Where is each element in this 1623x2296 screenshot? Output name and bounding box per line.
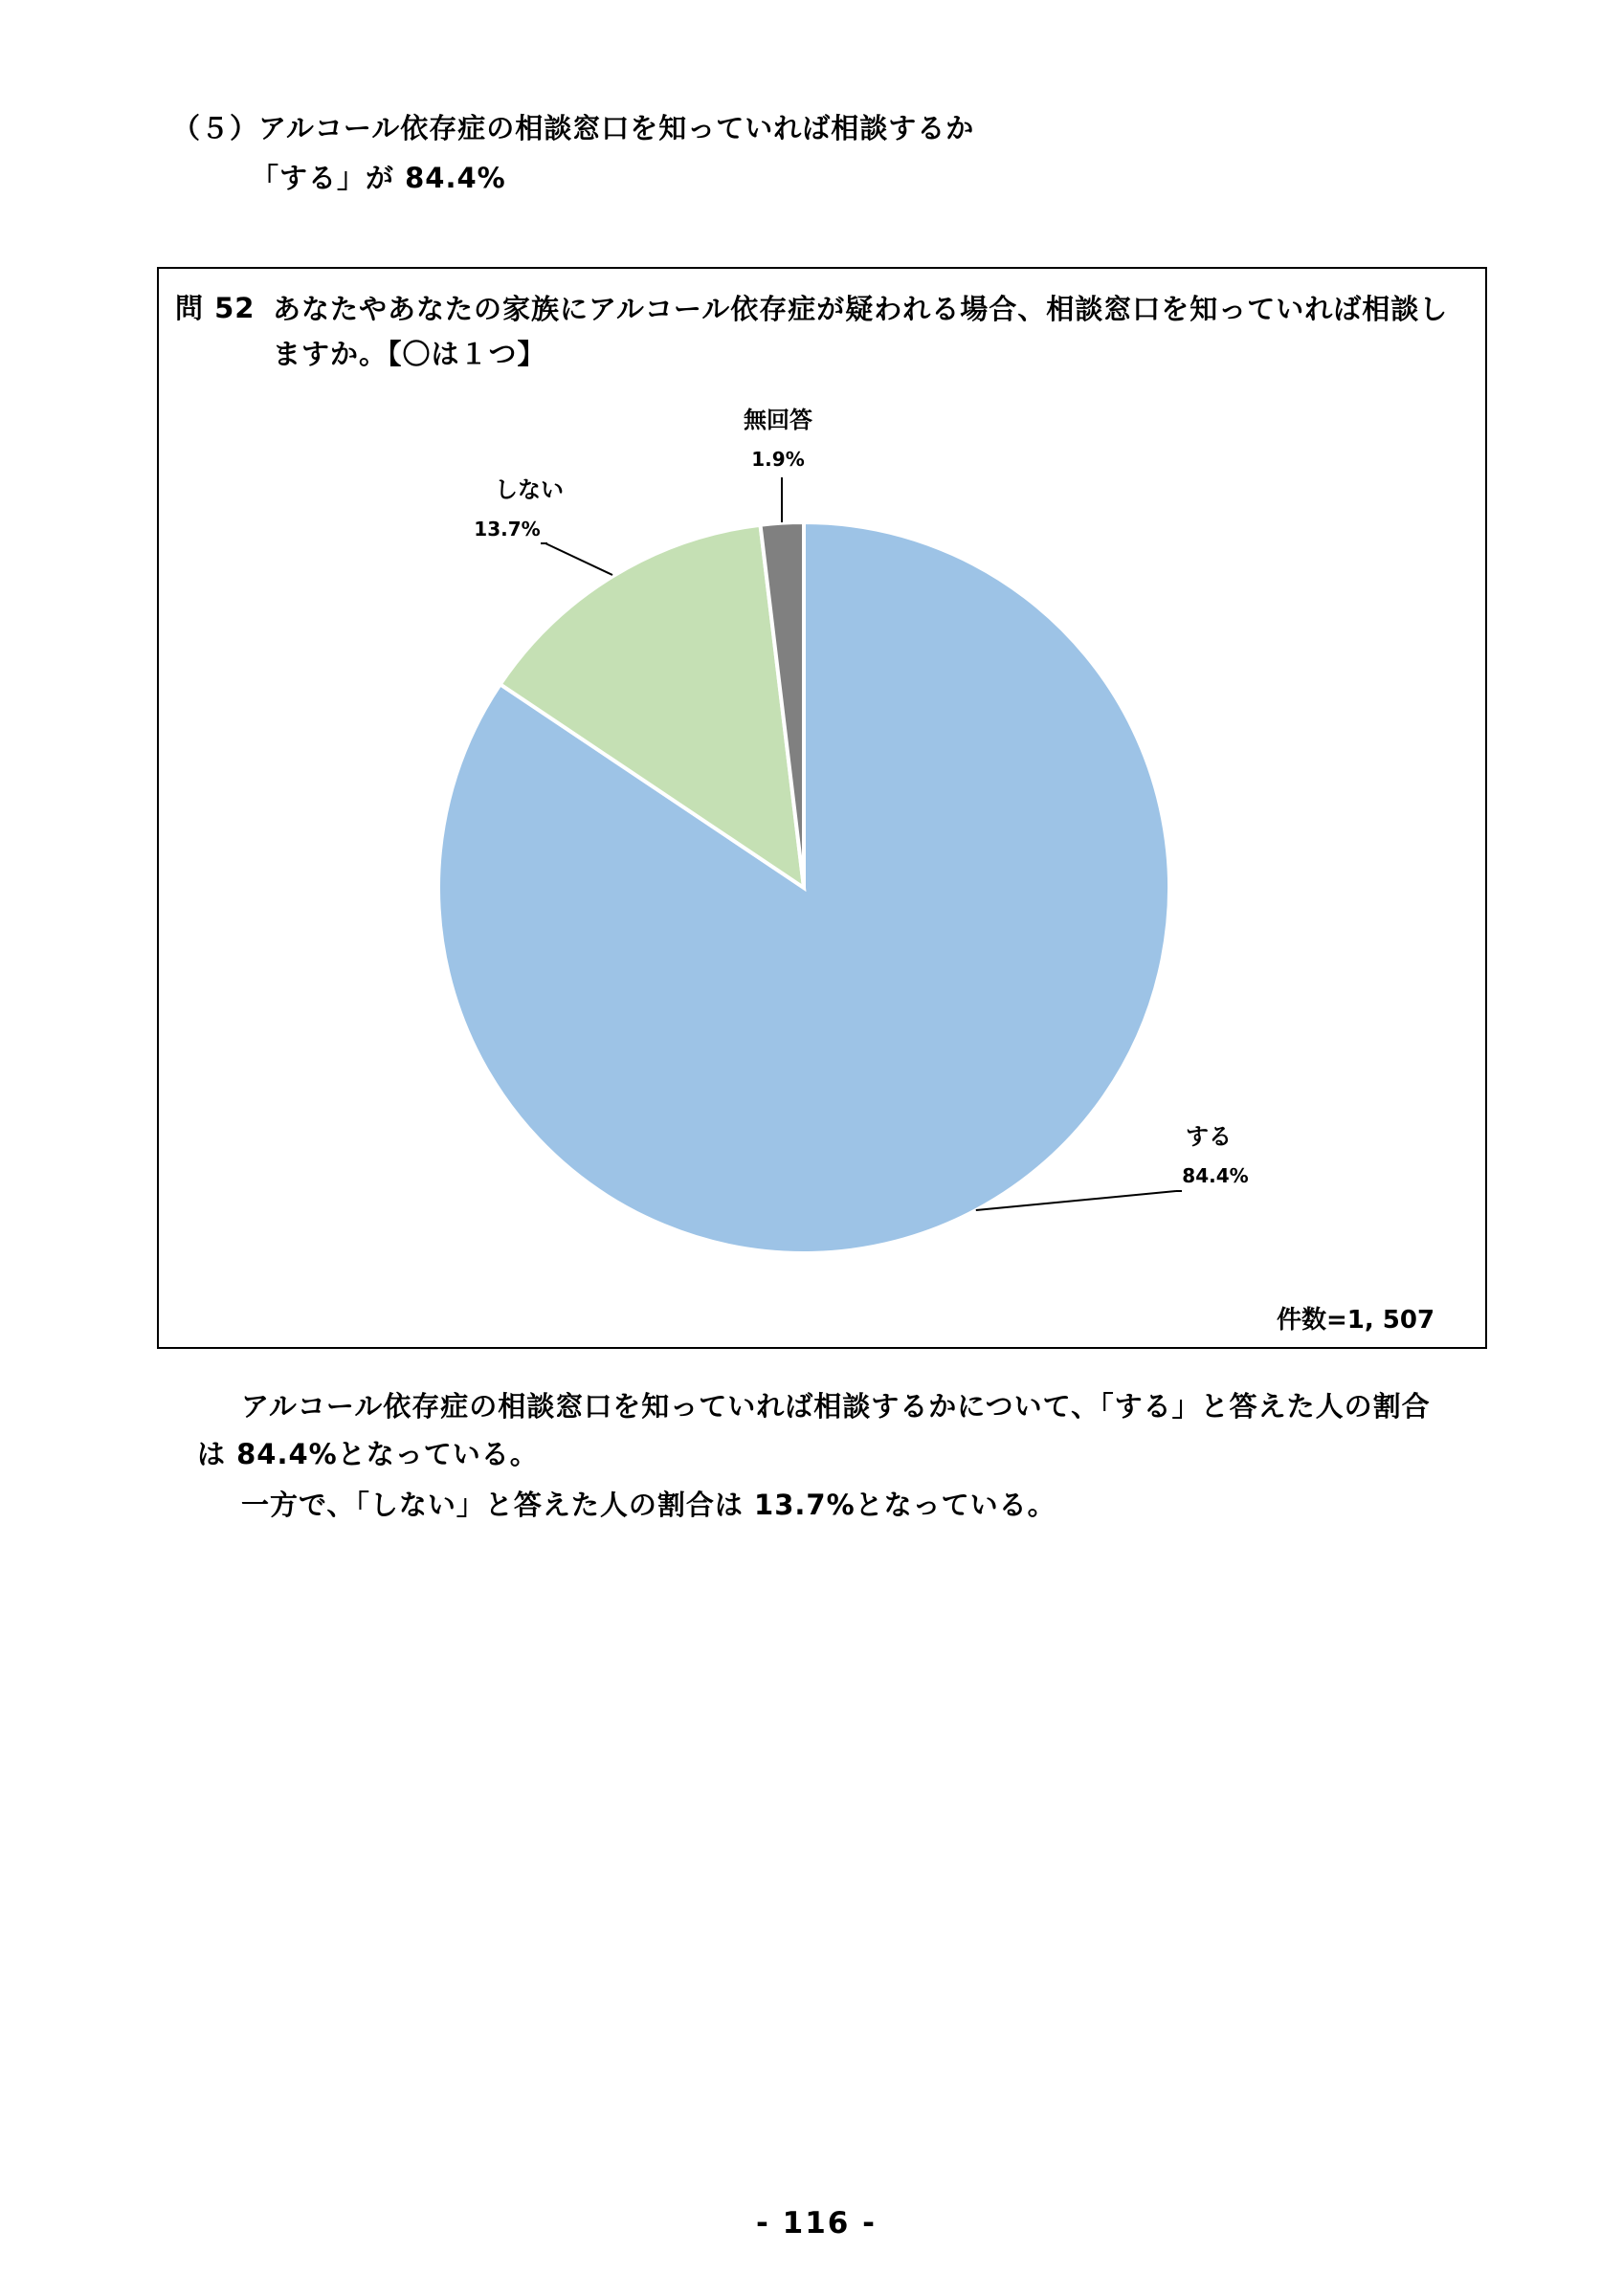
question-number: 問 52 (175, 292, 256, 324)
label-mukaitou-name: 無回答 (744, 407, 812, 433)
body-paragraph-3: 一方で、「しない」と答えた人の割合は 13.7%となっている。 (241, 1489, 1056, 1521)
section-heading: （５）アルコール依存症の相談窓口を知っていれば相談するか (172, 112, 975, 144)
question-text: あなたやあなたの家族にアルコール依存症が疑われる場合、相談窓口を知っていれば相談しますか。【〇は１つ】 (273, 293, 1449, 370)
sample-count: 件数=1, 507 (1277, 1306, 1435, 1335)
label-mukaitou-value: 1.9% (751, 448, 805, 471)
page-number: - 116 - (756, 2206, 878, 2241)
label-shinai-name: しない (495, 476, 564, 503)
section-subheading: 「する」が 84.4% (251, 162, 506, 194)
label-shinai-value: 13.7% (474, 518, 541, 541)
label-suru-name: する (1186, 1123, 1232, 1150)
body-paragraph-2: は 84.4%となっている。 (197, 1438, 539, 1470)
leader-line-slice-shinai (545, 543, 612, 575)
label-suru-value: 84.4% (1182, 1164, 1249, 1187)
body-paragraph-1: アルコール依存症の相談窓口を知っていれば相談するかについて、「する」と答えた人の割合 (241, 1390, 1431, 1423)
